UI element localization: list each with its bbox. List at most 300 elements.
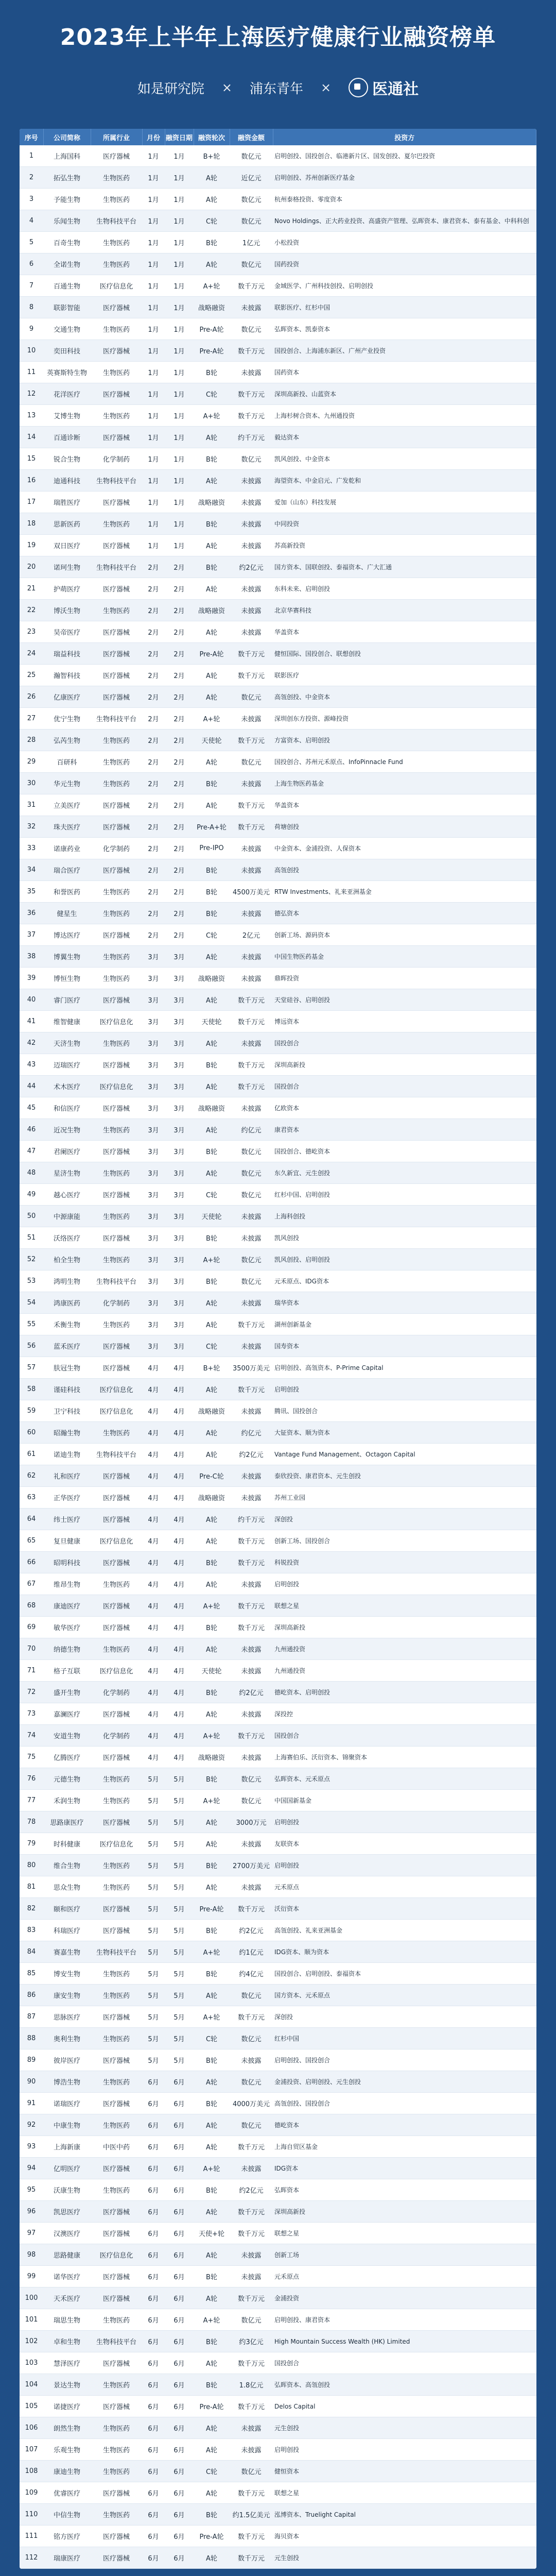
table-cell: 深圳高新投: [273, 2201, 536, 2223]
table-cell: 湖州创新基金: [273, 1314, 536, 1335]
table-cell: 1月: [165, 318, 194, 340]
table-cell: 百通生物: [43, 275, 91, 297]
table-cell: 医疗器械: [91, 989, 142, 1011]
table-cell: 未披露: [230, 1335, 273, 1357]
table-cell: 医疗器械: [91, 492, 142, 513]
table-cell: 生物医药: [91, 903, 142, 924]
table-row: [20, 1811, 536, 1833]
table-cell: 68: [20, 1595, 43, 1617]
table-cell: 医疗器械: [91, 2352, 142, 2374]
table-row: [20, 2049, 536, 2071]
table-cell: 1月: [142, 232, 165, 253]
table-cell: C轮: [194, 1184, 230, 1206]
table-cell: 6月: [142, 2547, 165, 2569]
table-cell: 25: [20, 665, 43, 686]
table-cell: 1月: [165, 189, 194, 210]
table-cell: 未披露: [230, 1227, 273, 1249]
table-cell: 上海新康: [43, 2136, 91, 2158]
table-cell: 4月: [142, 1530, 165, 1552]
column-header: 月份: [142, 129, 165, 145]
table-cell: A轮: [194, 1422, 230, 1444]
table-row: [20, 2309, 536, 2331]
table-cell: A+轮: [194, 2309, 230, 2331]
table-cell: 2月: [142, 643, 165, 665]
table-cell: 艾博生物: [43, 405, 91, 427]
table-cell: 3月: [142, 968, 165, 989]
table-cell: 数千万元: [230, 794, 273, 816]
table-cell: 元生创投: [273, 2547, 536, 2569]
table-cell: 2月: [142, 924, 165, 946]
table-cell: 弘芮生物: [43, 730, 91, 751]
table-cell: 未披露: [230, 1833, 273, 1855]
table-cell: 医疗信息化: [91, 1011, 142, 1032]
table-cell: 国投创合: [273, 1725, 536, 1747]
table-cell: 71: [20, 1660, 43, 1682]
table-cell: 生物科技平台: [91, 2331, 142, 2352]
table-cell: 1月: [142, 210, 165, 232]
table-cell: 深圳高新投: [273, 1617, 536, 1638]
table-cell: B轮: [194, 1963, 230, 1985]
table-cell: 生物医药: [91, 1314, 142, 1335]
table-cell: Pre-C轮: [194, 1465, 230, 1487]
table-cell: 数千万元: [230, 2526, 273, 2547]
table-cell: 约亿元: [230, 1422, 273, 1444]
table-cell: 3月: [142, 989, 165, 1011]
table-cell: A轮: [194, 1032, 230, 1054]
table-row: [20, 621, 536, 643]
table-cell: A轮: [194, 1876, 230, 1898]
table-row: [20, 946, 536, 968]
table-cell: 2: [20, 167, 43, 189]
table-cell: 87: [20, 2006, 43, 2028]
table-cell: 生物医药: [91, 2504, 142, 2526]
table-cell: 天使+轮: [194, 2223, 230, 2244]
table-cell: 5月: [142, 1768, 165, 1790]
table-cell: Vantage Fund Management、Octagon Capital: [273, 1444, 536, 1465]
table-cell: 生物医药: [91, 318, 142, 340]
table-cell: 数亿元: [230, 751, 273, 773]
table-cell: 6月: [142, 2266, 165, 2287]
table-cell: 数千万元: [230, 1379, 273, 1400]
table-cell: Pre-A轮: [194, 1898, 230, 1920]
table-cell: 105: [20, 2396, 43, 2417]
table-cell: 医疗器械: [91, 2223, 142, 2244]
table-cell: 未披露: [230, 2417, 273, 2439]
table-cell: 12: [20, 383, 43, 405]
table-cell: 约亿元: [230, 1119, 273, 1141]
table-cell: 32: [20, 816, 43, 838]
table-cell: 92: [20, 2114, 43, 2136]
table-cell: 4月: [142, 1444, 165, 1465]
table-cell: 生物医药: [91, 773, 142, 794]
table-row: [20, 2223, 536, 2244]
table-cell: 瑞康医疗: [43, 2547, 91, 2569]
table-cell: 护萌医疗: [43, 578, 91, 600]
table-cell: 医疗器械: [91, 2006, 142, 2028]
table-cell: 98: [20, 2244, 43, 2266]
table-cell: 6月: [142, 2071, 165, 2093]
table-cell: 生物医药: [91, 189, 142, 210]
table-cell: 31: [20, 794, 43, 816]
table-row: [20, 1292, 536, 1314]
table-cell: 66: [20, 1552, 43, 1573]
table-row: [20, 816, 536, 838]
table-cell: 化学制药: [91, 1682, 142, 1703]
column-header: 序号: [20, 129, 43, 145]
table-cell: 国寿资本: [273, 1335, 536, 1357]
table-cell: 1月: [165, 492, 194, 513]
table-cell: 79: [20, 1833, 43, 1855]
table-cell: 交通生物: [43, 318, 91, 340]
table-row: [20, 340, 536, 362]
table-cell: 生物医药: [91, 2417, 142, 2439]
table-cell: 5月: [142, 1920, 165, 1941]
table-cell: 医疗器械: [91, 1703, 142, 1725]
table-cell: 铭方医疗: [43, 2526, 91, 2547]
table-cell: A轮: [194, 470, 230, 492]
table-row: [20, 1227, 536, 1249]
table-cell: 6月: [142, 2179, 165, 2201]
table-cell: A轮: [194, 2071, 230, 2093]
table-row: [20, 2136, 536, 2158]
table-cell: 5月: [142, 1833, 165, 1855]
table-row: [20, 1054, 536, 1076]
table-cell: 101: [20, 2309, 43, 2331]
table-cell: B轮: [194, 1617, 230, 1638]
table-cell: 59: [20, 1400, 43, 1422]
table-cell: 1月: [142, 275, 165, 297]
table-cell: B轮: [194, 2504, 230, 2526]
logo-rushi-text: 如是研究院: [137, 81, 204, 97]
table-cell: 3月: [165, 1184, 194, 1206]
table-cell: 启明创投: [273, 2439, 536, 2461]
table-row: [20, 1119, 536, 1141]
table-cell: 生物医药: [91, 1119, 142, 1141]
logo-yitongshe: [349, 76, 419, 99]
table-cell: 48: [20, 1162, 43, 1184]
table-cell: 慧泽医疗: [43, 2352, 91, 2374]
table-cell: 6月: [165, 2136, 194, 2158]
table-cell: 6月: [142, 2439, 165, 2461]
table-cell: B轮: [194, 881, 230, 903]
table-cell: 维智健康: [43, 1011, 91, 1032]
table-header-row: [20, 129, 536, 145]
table-cell: 6月: [142, 2417, 165, 2439]
table-cell: 医疗器械: [91, 1184, 142, 1206]
table-cell: 医疗器械: [91, 297, 142, 318]
table-cell: 6月: [165, 2114, 194, 2136]
table-cell: A轮: [194, 1444, 230, 1465]
table-cell: 生物医药: [91, 167, 142, 189]
table-cell: 112: [20, 2547, 43, 2569]
table-cell: 瑞胜医疗: [43, 492, 91, 513]
table-row: [20, 1573, 536, 1595]
table-cell: 1月: [165, 167, 194, 189]
table-cell: 亿欧资本: [273, 1097, 536, 1119]
table-cell: A轮: [194, 167, 230, 189]
table-cell: 生物医药: [91, 2028, 142, 2049]
table-cell: 战略融资: [194, 1747, 230, 1768]
table-cell: 生物科技平台: [91, 1941, 142, 1963]
table-cell: 弘晖资本: [273, 2179, 536, 2201]
table-cell: 57: [20, 1357, 43, 1379]
table-cell: 医疗器械: [91, 621, 142, 643]
table-cell: 4月: [142, 1682, 165, 1703]
table-cell: 中国生物医药基金: [273, 946, 536, 968]
table-cell: 睿门医疗: [43, 989, 91, 1011]
table-cell: 5月: [142, 1876, 165, 1898]
table-cell: 数亿元: [230, 686, 273, 708]
table-cell: 君阑医疗: [43, 1141, 91, 1162]
table-cell: 医疗器械: [91, 2526, 142, 2547]
table-cell: 化学制药: [91, 1292, 142, 1314]
table-cell: 1月: [142, 362, 165, 383]
table-cell: 5月: [165, 1985, 194, 2006]
table-cell: 4月: [165, 1400, 194, 1422]
logo-yitongshe-text: 医通社: [372, 80, 419, 98]
table-cell: 3月: [165, 946, 194, 968]
financing-table: [20, 129, 536, 2569]
table-cell: 65: [20, 1530, 43, 1552]
table-cell: 医疗信息化: [91, 275, 142, 297]
table-cell: 深创投: [273, 2006, 536, 2028]
table-cell: 37: [20, 924, 43, 946]
table-cell: A轮: [194, 1379, 230, 1400]
table-row: [20, 1703, 536, 1725]
table-cell: 1月: [142, 470, 165, 492]
table-cell: 国投创合、苏州元禾原点、InfoPinnacle Fund: [273, 751, 536, 773]
table-cell: 数亿元: [230, 1249, 273, 1270]
table-cell: 启明创投: [273, 1811, 536, 1833]
table-cell: 生物医药: [91, 751, 142, 773]
table-row: [20, 1011, 536, 1032]
table-cell: IDG资本: [273, 2158, 536, 2179]
table-cell: 6月: [165, 2331, 194, 2352]
table-row: [20, 1422, 536, 1444]
table-cell: 生物科技平台: [91, 556, 142, 578]
table-cell: 天使轮: [194, 1011, 230, 1032]
table-row: [20, 535, 536, 556]
table-cell: 41: [20, 1011, 43, 1032]
table-cell: 约1亿元: [230, 1941, 273, 1963]
table-cell: 2月: [165, 708, 194, 730]
table-cell: 约2亿元: [230, 1444, 273, 1465]
table-cell: 国方资本、国联创投、泰福资本、广大汇通: [273, 556, 536, 578]
table-cell: 未披露: [230, 1573, 273, 1595]
table-cell: 约千万元: [230, 427, 273, 448]
table-row: [20, 383, 536, 405]
table-cell: 未披露: [230, 297, 273, 318]
table-cell: 62: [20, 1465, 43, 1487]
table-cell: 4000万美元: [230, 2093, 273, 2114]
table-cell: 3月: [165, 1032, 194, 1054]
table-cell: 生物医药: [91, 1638, 142, 1660]
table-cell: 53: [20, 1270, 43, 1292]
table-cell: 95: [20, 2179, 43, 2201]
table-cell: 1月: [142, 189, 165, 210]
table-cell: A轮: [194, 2287, 230, 2309]
table-cell: 德屹资本、启明创投: [273, 1682, 536, 1703]
table-cell: 6月: [165, 2417, 194, 2439]
table-cell: B轮: [194, 556, 230, 578]
table-row: [20, 2287, 536, 2309]
table-cell: 安道生物: [43, 1725, 91, 1747]
table-cell: 1月: [165, 470, 194, 492]
table-cell: B轮: [194, 513, 230, 535]
table-cell: 生物医药: [91, 1855, 142, 1876]
table-cell: 5月: [165, 1833, 194, 1855]
table-cell: B轮: [194, 2331, 230, 2352]
table-cell: 天堂硅谷、启明创投: [273, 989, 536, 1011]
table-cell: 70: [20, 1638, 43, 1660]
table-cell: 3月: [142, 1076, 165, 1097]
table-cell: 启明创投: [273, 1379, 536, 1400]
table-cell: 医疗器械: [91, 2093, 142, 2114]
table-row: [20, 1530, 536, 1552]
table-row: [20, 1400, 536, 1422]
table-cell: 未披露: [230, 946, 273, 968]
table-cell: 4月: [165, 1660, 194, 1682]
table-cell: 6月: [142, 2461, 165, 2482]
table-cell: 中国国新基金: [273, 1790, 536, 1811]
table-cell: 数千万元: [230, 2482, 273, 2504]
table-cell: 生物医药: [91, 1790, 142, 1811]
table-cell: A+轮: [194, 2158, 230, 2179]
table-cell: 5月: [165, 1855, 194, 1876]
table-cell: 未披露: [230, 1660, 273, 1682]
table-cell: 金浦投资、启明创投、元生创投: [273, 2071, 536, 2093]
table-cell: 海望资本、中金启元、广发乾和: [273, 470, 536, 492]
table-cell: 数千万元: [230, 1011, 273, 1032]
table-cell: 数千万元: [230, 989, 273, 1011]
table-cell: 战略融资: [194, 492, 230, 513]
table-cell: 彼岸医疗: [43, 2049, 91, 2071]
table-cell: 东久新宜、元生创投: [273, 1162, 536, 1184]
table-row: [20, 730, 536, 751]
table-cell: 迈瑞医疗: [43, 1054, 91, 1076]
logo-separator: ×: [221, 80, 232, 95]
table-cell: 数千万元: [230, 2547, 273, 2569]
table-cell: A轮: [194, 1162, 230, 1184]
table-row: [20, 1509, 536, 1530]
table-cell: 数亿元: [230, 210, 273, 232]
table-cell: A轮: [194, 989, 230, 1011]
table-cell: 58: [20, 1379, 43, 1400]
column-header: 融资金额: [230, 129, 273, 145]
table-cell: 4月: [142, 1422, 165, 1444]
table-cell: 6月: [165, 2374, 194, 2396]
table-cell: 医疗信息化: [91, 1400, 142, 1422]
table-cell: 国投创合、上海浦东新区、广州产业投资: [273, 340, 536, 362]
table-cell: 化学制药: [91, 448, 142, 470]
table-row: [20, 708, 536, 730]
table-cell: 生物医药: [91, 232, 142, 253]
table-cell: 全诺生物: [43, 253, 91, 275]
table-cell: 数亿元: [230, 2071, 273, 2093]
table-cell: 乐观生物: [43, 2439, 91, 2461]
table-cell: 国投创合、德屹资本: [273, 1141, 536, 1162]
table-cell: A+轮: [194, 1249, 230, 1270]
table-cell: B轮: [194, 903, 230, 924]
table-cell: Pre-A轮: [194, 2396, 230, 2417]
table-cell: A轮: [194, 1314, 230, 1335]
table-row: [20, 643, 536, 665]
table-row: [20, 2158, 536, 2179]
table-cell: 2月: [142, 730, 165, 751]
table-cell: 6月: [165, 2352, 194, 2374]
table-cell: 医疗器械: [91, 1465, 142, 1487]
table-cell: 3月: [165, 1054, 194, 1076]
table-cell: 2月: [142, 816, 165, 838]
table-cell: 启明创投、高瓴资本、P-Prime Capital: [273, 1357, 536, 1379]
column-header: 融资日期: [165, 129, 194, 145]
table-cell: C轮: [194, 2028, 230, 2049]
table-cell: 6月: [165, 2526, 194, 2547]
table-cell: 医疗器械: [91, 924, 142, 946]
table-row: [20, 903, 536, 924]
table-row: [20, 2461, 536, 2482]
table-cell: 3月: [165, 1141, 194, 1162]
table-cell: 1月: [165, 145, 194, 167]
table-cell: 6月: [142, 2158, 165, 2179]
table-row: [20, 2352, 536, 2374]
table-cell: 术木医疗: [43, 1076, 91, 1097]
table-cell: 4月: [165, 1725, 194, 1747]
table-row: [20, 167, 536, 189]
table-cell: B轮: [194, 1682, 230, 1703]
table-cell: 沃络医疗: [43, 1227, 91, 1249]
table-cell: 3月: [165, 1119, 194, 1141]
table-cell: 高瓴创投、中金资本: [273, 686, 536, 708]
table-cell: 创新工场: [273, 2244, 536, 2266]
table-cell: 上海赛伯乐、沃衍资本、锦聚资本: [273, 1747, 536, 1768]
table-cell: 天使轮: [194, 1206, 230, 1227]
table-cell: 卫宁科技: [43, 1400, 91, 1422]
table-cell: 泓博资本、Truelight Capital: [273, 2504, 536, 2526]
table-cell: 杭州泰格投资、零度资本: [273, 189, 536, 210]
table-cell: 未披露: [230, 708, 273, 730]
table-cell: 1: [20, 145, 43, 167]
table-cell: 天使轮: [194, 730, 230, 751]
table-cell: Pre-A轮: [194, 340, 230, 362]
table-row: [20, 1963, 536, 1985]
table-row: [20, 297, 536, 318]
table-cell: 博翼生物: [43, 946, 91, 968]
table-cell: 3月: [165, 989, 194, 1011]
table-cell: 6月: [142, 2352, 165, 2374]
table-cell: A轮: [194, 189, 230, 210]
table-cell: A+轮: [194, 275, 230, 297]
table-row: [20, 989, 536, 1011]
table-cell: 78: [20, 1811, 43, 1833]
table-cell: 21: [20, 578, 43, 600]
table-cell: 103: [20, 2352, 43, 2374]
table-cell: 未披露: [230, 968, 273, 989]
table-cell: 数亿元: [230, 253, 273, 275]
table-cell: 嘉澜医疗: [43, 1703, 91, 1725]
table-cell: 数亿元: [230, 189, 273, 210]
table-cell: 42: [20, 1032, 43, 1054]
table-cell: 启明创投: [273, 1855, 536, 1876]
column-header: 所属行业: [91, 129, 142, 145]
table-cell: 3月: [142, 1141, 165, 1162]
table-cell: C轮: [194, 1335, 230, 1357]
table-cell: 思路健康: [43, 2244, 91, 2266]
table-cell: 北京华赛科技: [273, 600, 536, 621]
table-cell: 23: [20, 621, 43, 643]
table-cell: 97: [20, 2223, 43, 2244]
table-cell: 科瑞医疗: [43, 1920, 91, 1941]
